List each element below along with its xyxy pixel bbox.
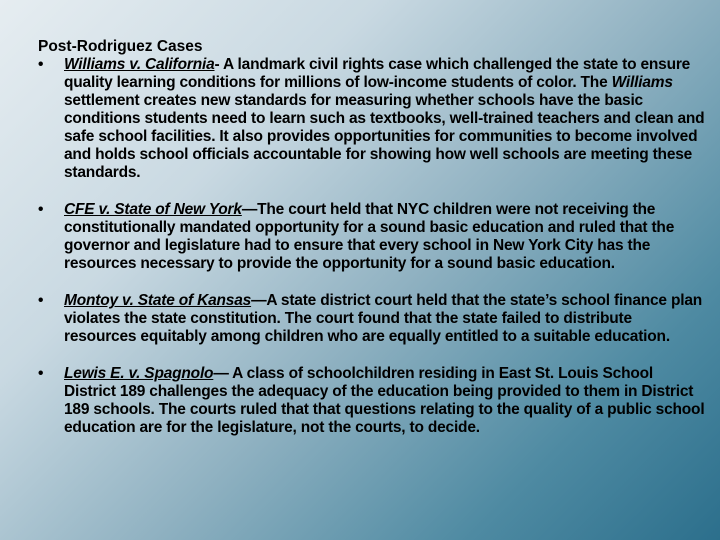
case-text: A class of schoolchildren residing in East St. Louis School District 189 challenges the adequacy of the education being provided to them in District 189 schools. The courts ruled that that questions relating to the quality of a public school education are for the legislature, not the courts, to decide. xyxy=(64,365,705,436)
bullet-icon: • xyxy=(38,365,44,382)
case-name: Lewis E. v. Spagnolo xyxy=(64,365,214,382)
slide-content xyxy=(38,38,708,437)
case-montoy xyxy=(38,292,708,346)
case-name: Williams v. California xyxy=(64,56,215,73)
bullet-icon: • xyxy=(38,56,44,73)
case-name: CFE v. State of New York xyxy=(64,201,242,218)
case-list xyxy=(38,56,708,437)
case-separator: — xyxy=(241,201,258,218)
case-text-italic: Williams xyxy=(611,74,673,91)
case-cfe xyxy=(38,201,708,273)
case-lewis xyxy=(38,365,708,437)
bullet-icon: • xyxy=(38,292,44,309)
case-text: A state district court held that the state’s school finance plan violates the state constitution. The court found that the state failed to distribute resources equitably among children who are equally entitled to a suitable education. xyxy=(64,292,703,345)
case-separator: — xyxy=(213,365,233,382)
slide-heading: Post-Rodriguez Cases xyxy=(38,38,203,55)
case-text: The court held that NYC children were not receiving the constitutionally mandated opportunity for a sound basic education and ruled that the governor and legislature had to ensure that every school in New York City has the resources necessary to provide the opportunity for a sound basic education. xyxy=(64,201,675,272)
case-separator: — xyxy=(251,292,267,309)
bullet-icon: • xyxy=(38,201,44,218)
case-text: settlement creates new standards for measuring whether schools have the basic conditions students need to learn such as textbooks, well-trained teachers and clean and safe school facilities. It also provides opportunities for communities to become involved and holds school officials accountable for showing how well schools are meeting these standards. xyxy=(64,92,705,181)
case-williams xyxy=(38,56,708,182)
case-name: Montoy v. State of Kansas xyxy=(64,292,252,309)
case-text: A landmark civil rights case which challenged the state to ensure quality learning conditions for millions of low-income students of color. The xyxy=(64,56,691,91)
case-separator: - xyxy=(214,56,224,73)
